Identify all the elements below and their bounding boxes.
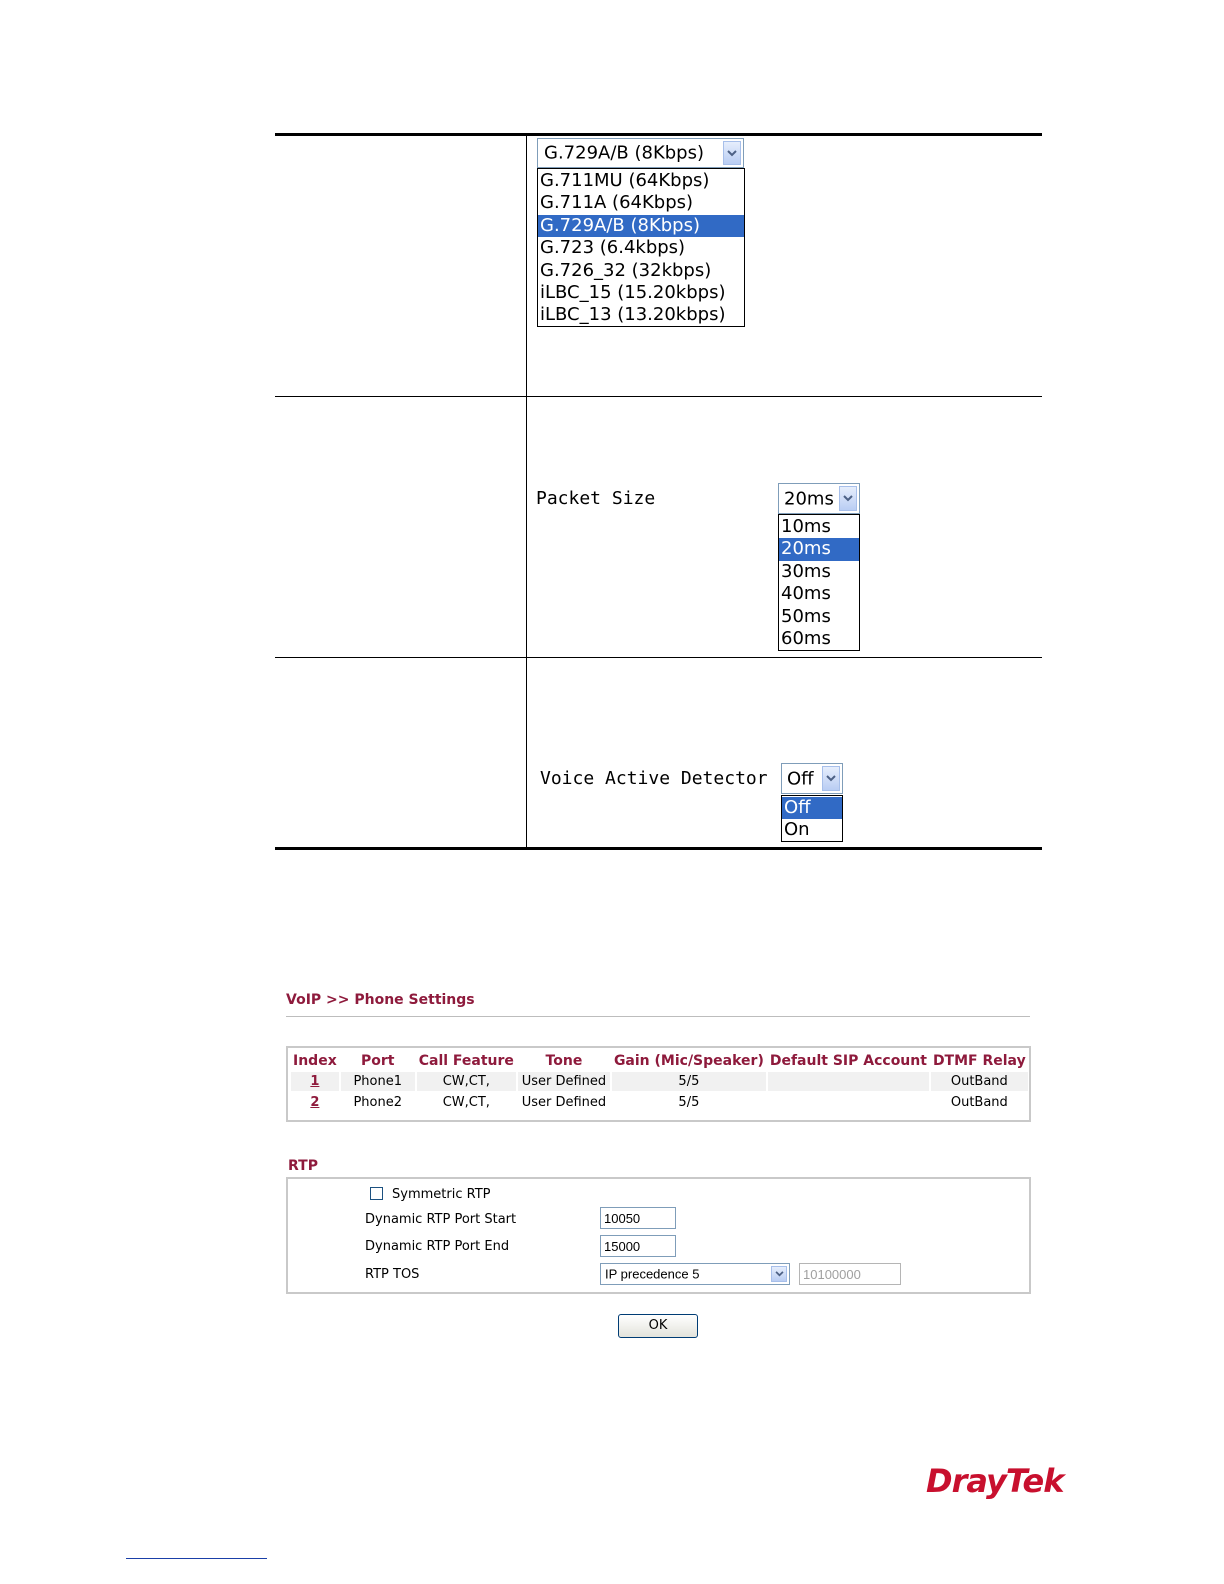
index-cell: [291, 1072, 339, 1091]
packet-size-option-list[interactable]: [778, 514, 860, 651]
sip-cell: [768, 1072, 929, 1091]
rtp-section-title: RTP: [288, 1158, 318, 1174]
codec-option[interactable]: G.723 (6.4kbps): [540, 237, 686, 259]
rtp-tos-label: RTP TOS: [365, 1267, 420, 1282]
codec-option[interactable]: G.726_32 (32kbps): [540, 259, 712, 281]
port-cell: Phone1: [341, 1072, 415, 1091]
call-feature-cell: CW,CT,: [417, 1072, 516, 1091]
codec-option[interactable]: G.711MU (64Kbps): [540, 170, 710, 191]
port-end-input[interactable]: [600, 1235, 676, 1257]
chevron-down-icon[interactable]: [839, 486, 857, 511]
table-column-divider: [526, 136, 527, 847]
table-top-rule: [275, 133, 1042, 136]
codec-option[interactable]: iLBC_15 (15.20kbps): [540, 282, 726, 304]
port-cell: Phone2: [341, 1093, 415, 1112]
gain-cell: 5/5: [612, 1093, 766, 1112]
codec-selected-value: G.729A/B (8Kbps): [544, 142, 705, 164]
col-default-sip: Default SIP Account: [769, 1053, 927, 1069]
index-cell: [291, 1093, 339, 1112]
symmetric-rtp-checkbox[interactable]: [370, 1187, 383, 1200]
call-feature-cell: CW,CT,: [417, 1093, 516, 1112]
table-row-divider: [275, 657, 1042, 658]
tone-cell: User Defined: [518, 1093, 610, 1112]
table-row: [291, 1072, 1028, 1091]
codec-option[interactable]: iLBC_13 (13.20kbps): [540, 304, 726, 326]
phone-index-link[interactable]: 2: [310, 1095, 320, 1110]
col-port: Port: [360, 1053, 395, 1069]
phone-settings-table: [289, 1050, 1030, 1114]
port-start-label: Dynamic RTP Port Start: [365, 1212, 517, 1227]
packet-size-select[interactable]: [778, 483, 860, 514]
vad-select[interactable]: [781, 763, 843, 794]
codec-option-selected[interactable]: G.729A/B (8Kbps): [538, 215, 744, 237]
col-dtmf: DTMF Relay: [932, 1053, 1026, 1069]
packet-size-option-selected[interactable]: 20ms: [779, 538, 859, 560]
packet-size-option[interactable]: 50ms: [781, 605, 831, 627]
dtmf-cell: OutBand: [931, 1093, 1028, 1112]
col-call-feature: Call Feature: [418, 1053, 514, 1069]
vad-option[interactable]: On: [784, 819, 810, 841]
rtp-tos-selected-value: IP precedence 5: [605, 1266, 700, 1282]
packet-size-selected-value: 20ms: [784, 488, 834, 509]
packet-size-label: Packet Size: [536, 488, 656, 509]
codec-option[interactable]: G.711A (64Kbps): [540, 192, 694, 214]
gain-cell: 5/5: [612, 1072, 766, 1091]
table-row-divider: [275, 396, 1042, 397]
packet-size-option[interactable]: 40ms: [781, 583, 831, 605]
col-gain: Gain (Mic/Speaker): [613, 1053, 764, 1069]
symmetric-rtp-label: Symmetric RTP: [392, 1187, 491, 1202]
sip-cell: [768, 1093, 929, 1112]
packet-size-option[interactable]: 60ms: [781, 628, 831, 650]
table-row: [291, 1093, 1028, 1112]
vad-option-selected[interactable]: Off: [782, 797, 842, 819]
tone-cell: User Defined: [518, 1072, 610, 1091]
port-end-label: Dynamic RTP Port End: [365, 1239, 510, 1254]
codec-select[interactable]: [537, 138, 744, 168]
ok-button[interactable]: OK: [618, 1314, 698, 1338]
table-header-row: [291, 1052, 1028, 1070]
rtp-tos-value-input[interactable]: [799, 1263, 901, 1285]
chevron-down-icon[interactable]: [771, 1266, 787, 1282]
packet-size-option[interactable]: 30ms: [781, 560, 831, 582]
draytek-logo: DrayTek: [926, 1462, 1064, 1500]
codec-option-list[interactable]: [537, 168, 745, 327]
phone-index-link[interactable]: 1: [310, 1074, 320, 1089]
dtmf-cell: OutBand: [931, 1072, 1028, 1091]
vad-selected-value: Off: [787, 768, 814, 789]
chevron-down-icon[interactable]: [723, 141, 741, 165]
footer-rule: [126, 1558, 267, 1559]
vad-label: Voice Active Detector: [540, 768, 768, 789]
title-divider: [286, 1016, 1030, 1017]
table-bottom-rule: [275, 847, 1042, 850]
chevron-down-icon[interactable]: [822, 766, 840, 791]
col-index: Index: [293, 1053, 337, 1069]
packet-size-option[interactable]: 10ms: [781, 516, 831, 537]
rtp-tos-select[interactable]: [600, 1263, 790, 1285]
col-tone: Tone: [545, 1053, 583, 1069]
port-start-input[interactable]: [600, 1207, 676, 1229]
vad-option-list[interactable]: [781, 795, 843, 842]
page-title: VoIP >> Phone Settings: [286, 992, 475, 1008]
